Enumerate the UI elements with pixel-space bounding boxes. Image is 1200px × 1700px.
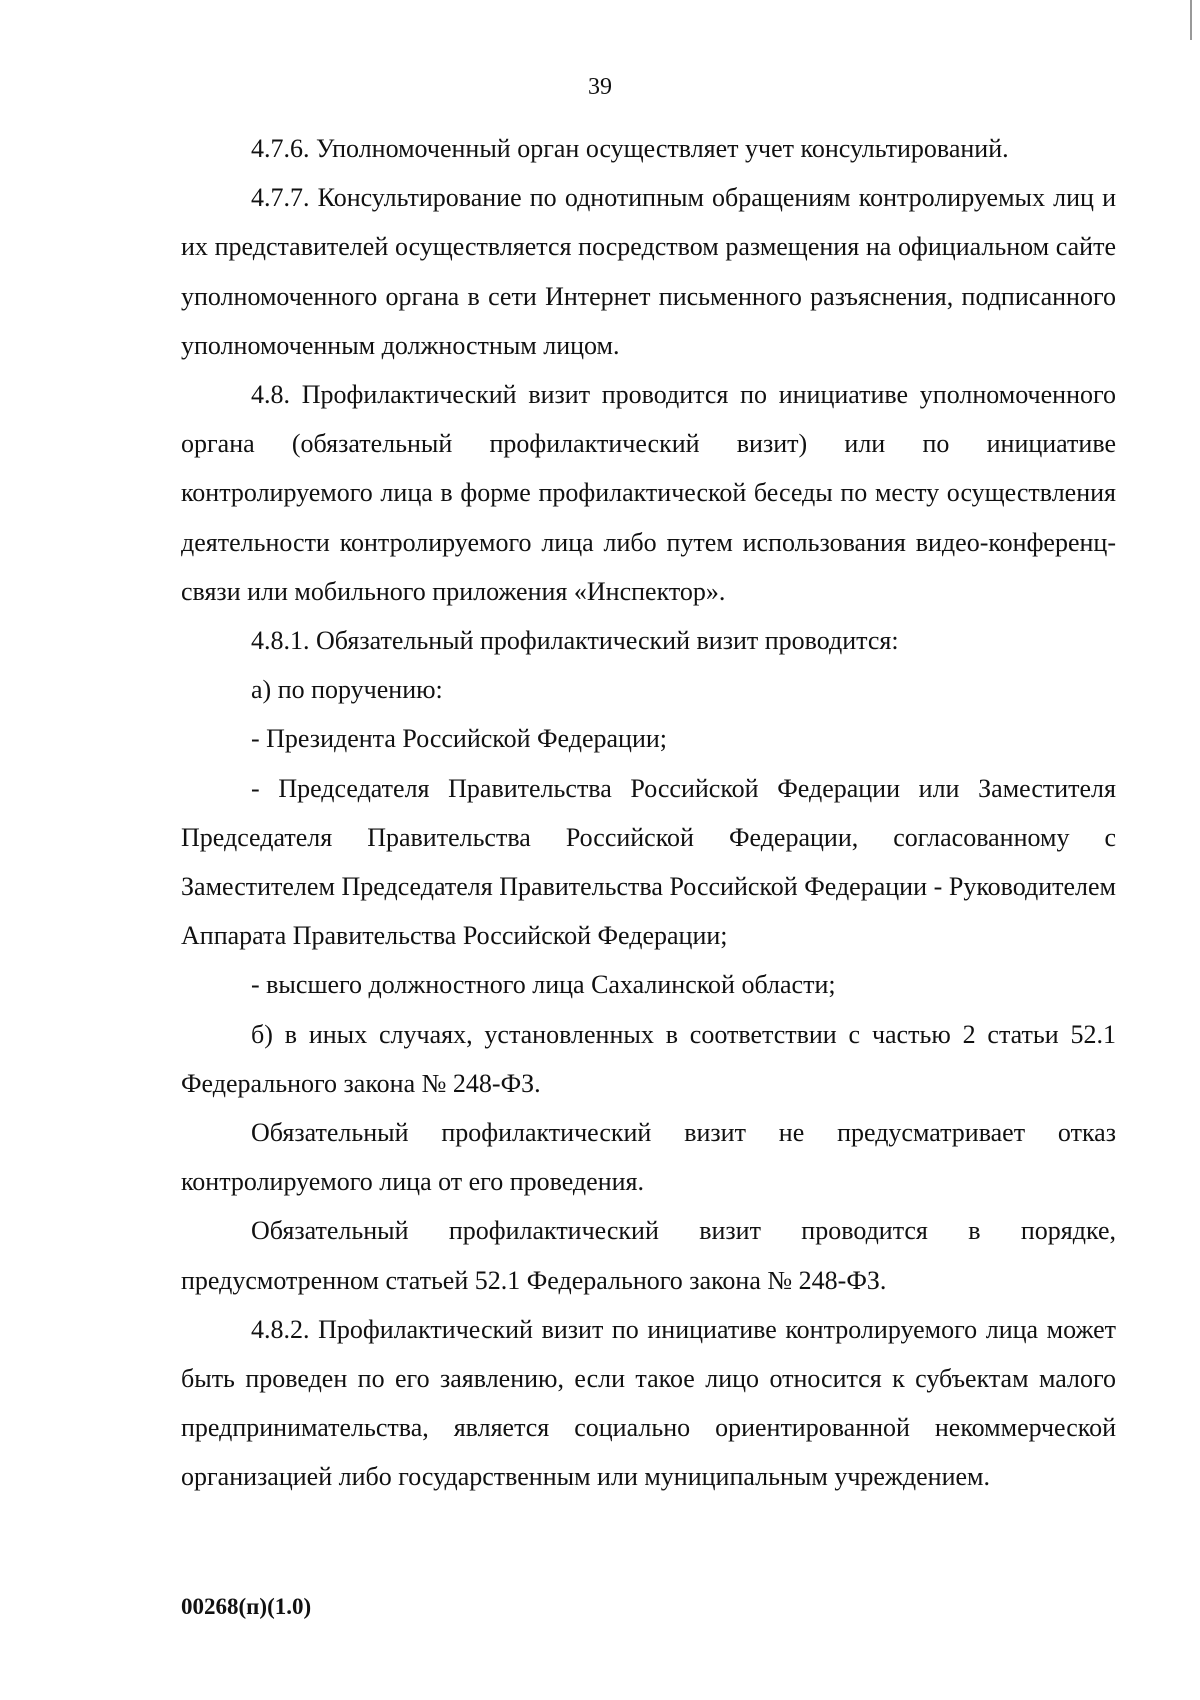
list-item-a: а) по поручению:: [251, 675, 443, 705]
list-item-government-chairman: - Председателя Правительства Российской Федерации или Заместителя Председателя Правительства Российской Федерации, согласованному с Заместителем Председателя Правительства Российской Федерации - Руководителем Аппарата Правительства Российской Федерации;: [181, 773, 1116, 951]
document-code: 00268(п)(1.0): [181, 1594, 312, 1619]
list-item-b: б) в иных случаях, установленных в соответствии с частью 2 статьи 52.1 Федерального закона № 248-ФЗ.: [181, 1019, 1116, 1098]
scan-edge-mark: [1190, 0, 1192, 40]
paragraph-4-8-1: 4.8.1. Обязательный профилактический визит проводится:: [251, 626, 899, 656]
document-body: [181, 124, 1116, 1502]
paragraph-procedure: Обязательный профилактический визит проводится в порядке, предусмотренном статьей 52.1 Федерального закона № 248-ФЗ.: [181, 1216, 1116, 1295]
paragraph-4-8: 4.8. Профилактический визит проводится по инициативе уполномоченного органа (обязательный профилактический визит) или по инициативе контролируемого лица в форме профилактической беседы по месту осуществления деятельности контролируемого лица либо путем использования видео-конференц-связи или мобильного приложения «Инспектор».: [181, 380, 1116, 606]
paragraph-refusal: Обязательный профилактический визит не предусматривает отказ контролируемого лица от его проведения.: [181, 1118, 1116, 1197]
paragraph-4-7-6: 4.7.6. Уполномоченный орган осуществляет учет консультирований.: [251, 134, 1009, 163]
paragraph-4-7-7: 4.7.7. Консультирование по однотипным обращениям контролируемых лиц и их представителей осуществляется посредством размещения на официальном сайте уполномоченного органа в сети Интернет письменного разъяснения, подписанного уполномоченным должностным лицом.: [181, 183, 1116, 360]
list-item-president: - Президента Российской Федерации;: [251, 724, 668, 754]
list-item-regional-official: - высшего должностного лица Сахалинской области;: [251, 970, 836, 1000]
page-number: 39: [588, 74, 612, 100]
paragraph-4-8-2: 4.8.2. Профилактический визит по инициативе контролируемого лица может быть проведен по его заявлению, если такое лицо относится к субъектам малого предпринимательства, является социально ориентированной некоммерческой организацией либо государственным или муниципальным учреждением.: [181, 1314, 1116, 1492]
